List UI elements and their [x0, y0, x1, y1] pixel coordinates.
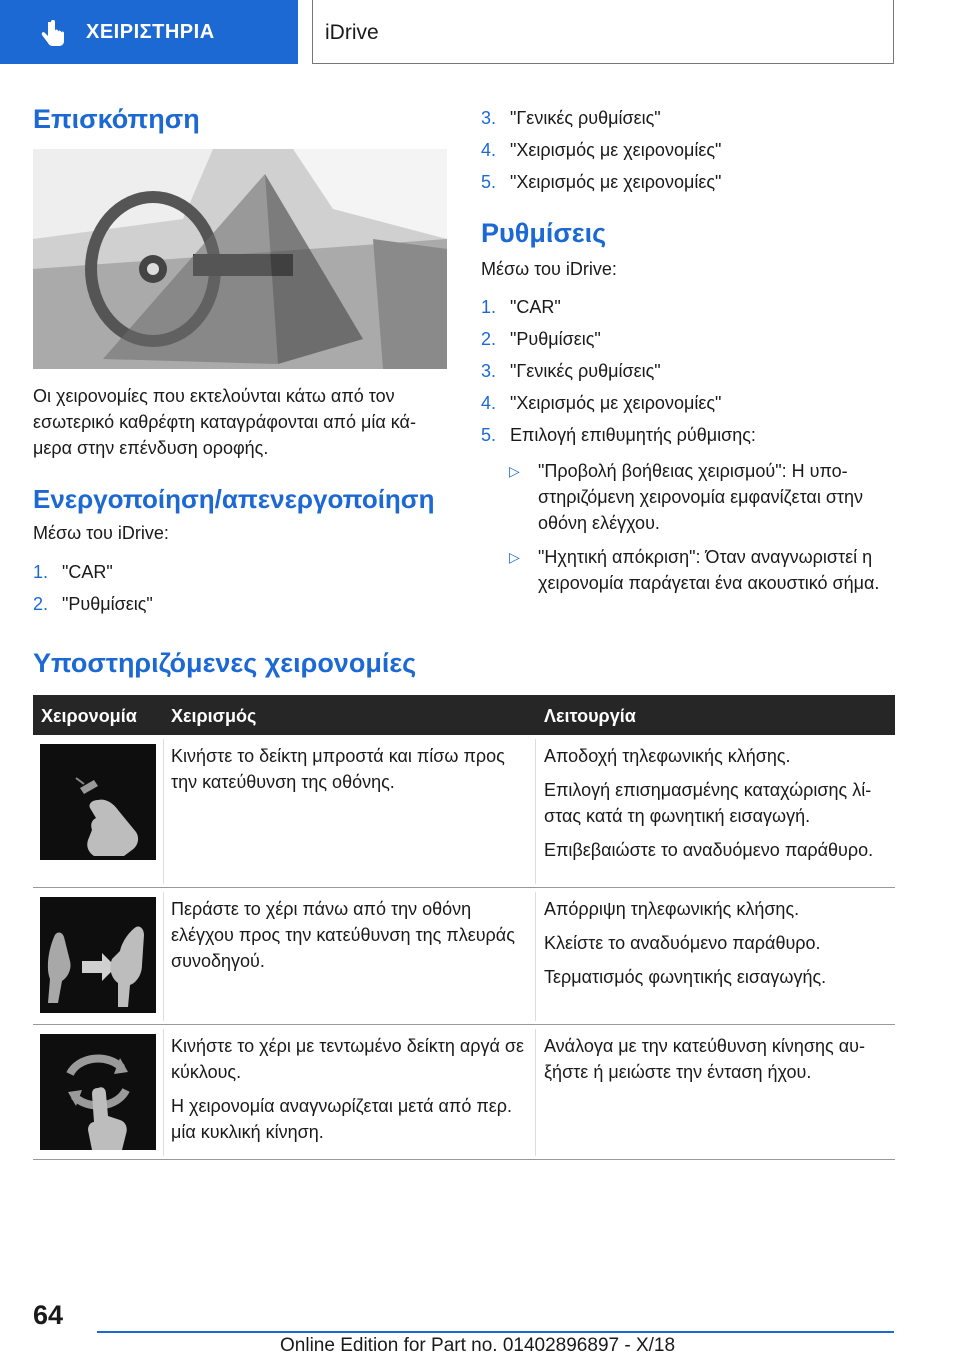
hand-pointer-icon: [40, 20, 66, 48]
list-item: 5. Επιλογή επιθυμητής ρύθμισης:: [481, 425, 756, 445]
list-item: 2. "Ρυθμίσεις": [33, 594, 153, 614]
list-item: 3. "Γενικές ρυθμίσεις": [481, 108, 661, 128]
list-item: 5. "Χειρισμός με χειρονομίες": [481, 172, 722, 192]
settings-options: [481, 458, 895, 604]
triangle-bullet-icon: ▷: [509, 463, 520, 479]
list-item: 2. "Ρυθμίσεις": [481, 329, 601, 349]
activation-steps-left: [33, 561, 447, 625]
overview-caption: Οι χειρονομίες που εκτελούνται κάτω από τον εσωτερικό καθρέφτη καταγράφονται από μία κάμερα στην επένδυση οροφής.: [33, 386, 416, 458]
operation-cell: Κινήστε το δείκτη μπροστά και πίσω προς την κατεύθυνση της οθόνης.: [171, 746, 505, 792]
column-header: Χειρισμός: [171, 706, 257, 726]
table-row: [33, 1025, 895, 1160]
list-item: 1. "CAR": [481, 297, 561, 317]
column-header: Λειτουργία: [544, 706, 636, 726]
point-finger-gesture-icon: [40, 744, 156, 860]
footer-divider: [97, 1331, 894, 1333]
operation-cell: Περάστε το χέρι πάνω από την οθόνη ελέγχου προς την κατεύθυνση της πλευράς συνοδηγού.: [171, 899, 515, 971]
list-item: 3. "Γενικές ρυθμίσεις": [481, 361, 661, 381]
edition-footer: Online Edition for Part no. 01402896897 - X/18: [280, 1335, 676, 1356]
list-item: ▷ "Ηχητική απόκριση": Όταν αναγνωριστεί η χειρονομία παράγεται ένα ακουστικό σήμα.: [481, 544, 895, 596]
interior-camera-photo: [33, 149, 447, 369]
column-header: Χειρονομία: [41, 706, 137, 726]
function-cell: Αποδοχή τηλεφωνικής κλήσης. Επιλογή επισημασμένης καταχώρισης λίστας κατά τη φωνητική εισαγωγή. Επιβεβαιώστε το αναδυόμενο παράθυρο.: [544, 746, 874, 860]
list-item: 4. "Χειρισμός με χειρονομίες": [481, 140, 722, 160]
gestures-heading: Υποστηριζόμενες χειρονομίες: [33, 648, 417, 678]
list-item: 1. "CAR": [33, 562, 113, 582]
activation-steps-right: [481, 107, 895, 203]
table-row: [33, 888, 895, 1025]
section-tab: [0, 0, 298, 64]
table-header: [33, 695, 895, 735]
function-cell: Ανάλογα με την κατεύθυνση κίνησης αυξήστε ή μειώστε την ένταση ήχου.: [544, 1036, 865, 1082]
settings-heading: Ρυθμίσεις: [481, 218, 607, 248]
activation-heading: Ενεργοποίηση/απενεργοποίηση: [33, 484, 435, 514]
table-row: [33, 735, 895, 888]
chapter-tab: [312, 0, 894, 64]
circle-finger-gesture-icon: [40, 1034, 156, 1150]
settings-intro: Μέσω του iDrive:: [481, 259, 617, 279]
page-number: 64: [33, 1300, 64, 1330]
overview-heading: Επισκόπηση: [33, 104, 200, 134]
chapter-label: iDrive: [325, 21, 379, 44]
list-item: 4. "Χειρισμός με χειρονομίες": [481, 393, 722, 413]
section-label: ΧΕΙΡΙΣΤΗΡΙΑ: [86, 21, 215, 43]
triangle-bullet-icon: ▷: [509, 549, 520, 565]
operation-cell: Κινήστε το χέρι με τεντωμένο δείκτη αργά σε κύκλους. Η χειρονομία αναγνωρίζεται μετά από περ. μία κυκλική κίνηση.: [171, 1036, 525, 1142]
activation-intro: Μέσω του iDrive:: [33, 523, 169, 543]
function-cell: Απόρριψη τηλεφωνικής κλήσης. Κλείστε το αναδυόμενο παράθυρο. Τερματισμός φωνητικής εισαγωγής.: [544, 899, 827, 987]
settings-steps: [481, 296, 895, 456]
list-item: ▷ "Προβολή βοήθειας χειρισμού": Η υποστηριζόμενη χειρονομία εμφανίζεται στην οθόνη ελέγχου.: [481, 458, 895, 536]
swipe-hand-gesture-icon: [40, 897, 156, 1013]
